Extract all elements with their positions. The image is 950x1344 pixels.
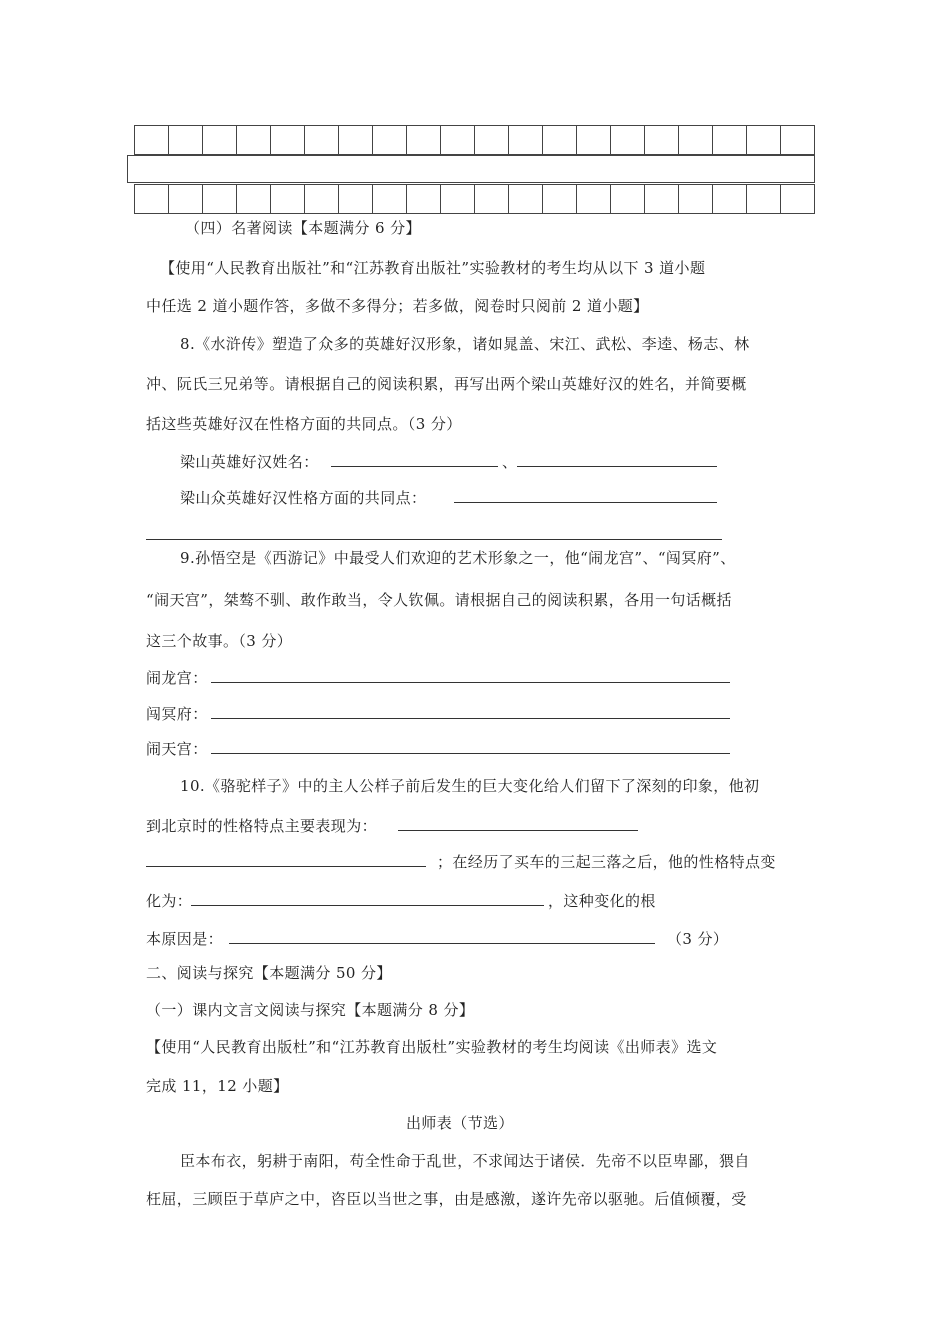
grid-cell bbox=[135, 126, 169, 155]
writing-grid-top bbox=[134, 125, 815, 155]
answer-line-common-continued[interactable] bbox=[146, 539, 722, 540]
separator-text: 、 bbox=[502, 453, 518, 471]
points-text: （3 分） bbox=[667, 930, 729, 948]
answer-label: 闹天宫： bbox=[146, 740, 208, 758]
grid-cell bbox=[611, 126, 645, 155]
answer-label: 梁山众英雄好汉性格方面的共同点： bbox=[180, 489, 427, 507]
grid-cell bbox=[373, 126, 407, 155]
grid-cell bbox=[441, 126, 475, 155]
grid-cell bbox=[781, 126, 815, 155]
grid-cell bbox=[407, 126, 441, 155]
answer-line-longgong[interactable] bbox=[211, 682, 730, 683]
passage-text: 枉屈，三顾臣于草庐之中，咨臣以当世之事，由是感激，遂许先帝以驱驰。后值倾覆，受 bbox=[146, 1190, 747, 1208]
answer-line-name-1[interactable] bbox=[331, 466, 498, 467]
question-9-text: 这三个故事。（3 分） bbox=[146, 632, 293, 650]
grid-cell bbox=[781, 185, 815, 214]
grid-cell bbox=[679, 126, 713, 155]
grid-cell bbox=[747, 185, 781, 214]
grid-cell bbox=[169, 185, 203, 214]
question-8-text: 8.《水浒传》塑造了众多的英雄好汉形象，诸如晁盖、宋江、武松、李逵、杨志、林 bbox=[180, 335, 750, 353]
question-8-text: 冲、阮氏三兄弟等。请根据自己的阅读积累，再写出两个梁山英雄好汉的姓名，并简要概 bbox=[146, 375, 747, 393]
question-10-text: ；在经历了买车的三起三落之后，他的性格特点变 bbox=[437, 853, 776, 871]
grid-cell bbox=[305, 185, 339, 214]
question-10-text: 本原因是： bbox=[146, 930, 224, 948]
grid-cell bbox=[475, 185, 509, 214]
grid-cell bbox=[577, 185, 611, 214]
answer-label: 闹龙宫： bbox=[146, 669, 208, 687]
grid-cell bbox=[339, 185, 373, 214]
question-10-text: 到北京时的性格特点主要表现为： bbox=[146, 817, 378, 835]
answer-line-name-2[interactable] bbox=[517, 466, 717, 467]
grid-cell bbox=[611, 185, 645, 214]
question-10-text: 10.《骆驼样子》中的主人公样子前后发生的巨大变化给人们留下了深刻的印象，他初 bbox=[180, 777, 760, 795]
grid-cell bbox=[237, 185, 271, 214]
writing-grid-bottom bbox=[134, 184, 815, 214]
grid-cell bbox=[135, 185, 169, 214]
grid-cell bbox=[271, 126, 305, 155]
grid-cell bbox=[475, 126, 509, 155]
grid-cell bbox=[169, 126, 203, 155]
question-10-text: ，这种变化的根 bbox=[548, 892, 656, 910]
grid-separator-bar bbox=[127, 155, 815, 183]
answer-label: 闯冥府： bbox=[146, 705, 208, 723]
grid-cell bbox=[679, 185, 713, 214]
answer-line-initial-traits[interactable] bbox=[398, 830, 638, 831]
answer-line-tiangong[interactable] bbox=[211, 753, 730, 754]
answer-line-changed-traits[interactable] bbox=[191, 905, 544, 906]
grid-cell bbox=[577, 126, 611, 155]
grid-cell bbox=[713, 185, 747, 214]
grid-cell bbox=[645, 185, 679, 214]
passage-text: 臣本布衣，躬耕于南阳，苟全性命于乱世，不求闻达于诸侯．先帝不以臣卑鄙，猥自 bbox=[180, 1152, 750, 1170]
answer-line-common[interactable] bbox=[454, 502, 717, 503]
grid-cell bbox=[339, 126, 373, 155]
answer-line-mingfu[interactable] bbox=[211, 718, 730, 719]
section-notice-line: 【使用“人民教育出版社”和“江苏教育出版社”实验教材的考生均从以下 3 道小题 bbox=[160, 259, 706, 277]
section-notice-line: 完成 11，12 小题】 bbox=[146, 1077, 289, 1095]
question-9-text: 9.孙悟空是《西游记》中最受人们欢迎的艺术形象之一，他“闹龙宫”、“闯冥府”、 bbox=[180, 549, 736, 567]
grid-cell bbox=[713, 126, 747, 155]
grid-cell bbox=[543, 126, 577, 155]
subsection-heading: （一）课内文言文阅读与探究【本题满分 8 分】 bbox=[146, 1001, 475, 1019]
question-9-text: “闹天宫”，桀骜不驯、敢作敢当，令人钦佩。请根据自己的阅读积累，各用一句话概括 bbox=[146, 591, 732, 609]
grid-cell bbox=[203, 185, 237, 214]
grid-cell bbox=[373, 185, 407, 214]
answer-line-initial-traits-continued[interactable] bbox=[146, 866, 426, 867]
grid-cell bbox=[543, 185, 577, 214]
grid-cell bbox=[305, 126, 339, 155]
grid-cell bbox=[407, 185, 441, 214]
grid-cell bbox=[747, 126, 781, 155]
grid-cell bbox=[645, 126, 679, 155]
grid-cell bbox=[509, 185, 543, 214]
section-heading: （四）名著阅读【本题满分 6 分】 bbox=[185, 219, 421, 237]
answer-label: 梁山英雄好汉姓名： bbox=[180, 453, 319, 471]
grid-cell bbox=[237, 126, 271, 155]
grid-cell bbox=[271, 185, 305, 214]
grid-cell bbox=[203, 126, 237, 155]
question-10-text: 化为： bbox=[146, 892, 193, 910]
section-notice-line: 【使用“人民教育出版杜”和“江苏教育出版杜”实验教材的考生均阅读《出师表》选文 bbox=[146, 1038, 718, 1056]
section-notice-line: 中任选 2 道小题作答，多做不多得分；若多做，阅卷时只阅前 2 道小题】 bbox=[146, 297, 649, 315]
question-8-text: 括这些英雄好汉在性格方面的共同点。（3 分） bbox=[146, 415, 462, 433]
part-heading: 二、阅读与探究【本题满分 50 分】 bbox=[146, 964, 392, 982]
answer-line-root-cause[interactable] bbox=[229, 943, 655, 944]
grid-cell bbox=[509, 126, 543, 155]
grid-cell bbox=[441, 185, 475, 214]
passage-title: 出师表（节选） bbox=[406, 1114, 514, 1132]
